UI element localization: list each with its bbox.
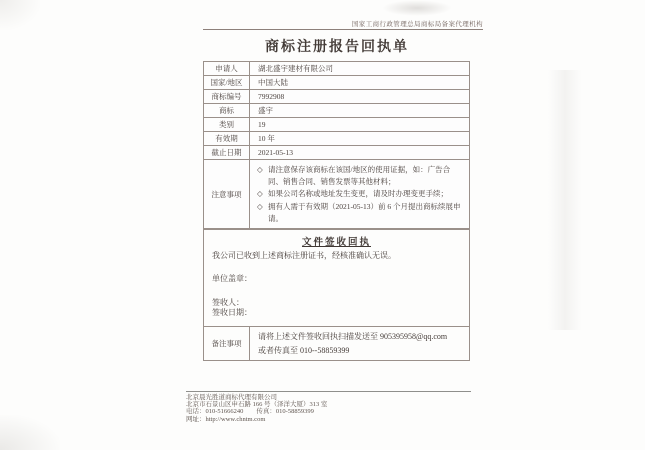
note-text: 拥有人需于有效期（2021-05-13）前 6 个月提出商标续展申请。 [268, 201, 461, 223]
agency-registration-note: 国家工商行政管理总局商标局备案代理机构 [351, 21, 483, 28]
row-label: 截止日期 [204, 146, 250, 159]
agency-contact: 电话：010-51666240 传真：010-58859399 [186, 408, 314, 416]
row-label: 类别 [204, 118, 250, 131]
table-row-notes [204, 160, 469, 229]
row-label: 有效期 [204, 132, 250, 145]
row-label: 申请人 [204, 62, 250, 75]
note-text: 如果公司名称或地址发生变更，请及时办理变更手续； [268, 189, 448, 199]
page-title: 商标注册报告回执单 [265, 40, 409, 55]
table-row-applicant [204, 62, 469, 76]
diamond-bullet-icon: ◇ [257, 165, 263, 174]
note-item [257, 188, 463, 200]
note-item [257, 164, 463, 188]
row-value: 19 [258, 120, 266, 129]
table-row-country [204, 76, 469, 90]
row-value: 7992908 [258, 92, 285, 101]
remark-label: 备注事项 [204, 327, 250, 360]
note-text: 请注意保存该商标在该国/地区的使用证据，如：广告合同、销售合同、销售发票等其他材料； [268, 165, 451, 187]
scan-smudge [0, 415, 60, 450]
row-label: 国家/地区 [204, 76, 250, 89]
note-item [257, 201, 463, 225]
signer-label: 签收人： [212, 298, 244, 307]
row-value: 10 年 [258, 134, 275, 143]
receipt-statement: 我公司已收到上述商标注册证书，经核准确认无误。 [212, 251, 396, 260]
row-label: 注意事项 [204, 160, 250, 229]
table-row-trademark-name [204, 104, 469, 118]
scan-smudge [382, 0, 452, 16]
row-value: 湖北盛宇建材有限公司 [258, 64, 333, 73]
agency-footer [186, 391, 471, 423]
sign-date-label: 签收日期： [212, 308, 252, 317]
agency-address: 北京市石景山区申石路 166 号（泽洋大厦）313 室 [186, 401, 328, 409]
trademark-info-table [203, 61, 470, 230]
scan-smudge [548, 70, 582, 330]
table-row-class [204, 118, 469, 132]
document-receipt-box [203, 228, 470, 361]
table-row-trademark-number [204, 90, 469, 104]
remark-content [250, 327, 469, 360]
notes-content [250, 160, 469, 229]
row-label: 商标 [204, 104, 250, 117]
receipt-main-section [204, 229, 469, 327]
scan-smudge [0, 0, 40, 30]
row-value: 2021-05-13 [258, 148, 293, 157]
row-value: 盛宇 [258, 106, 273, 115]
remark-line-fax: 或者传真至 010--58859399 [258, 346, 350, 356]
diamond-bullet-icon: ◇ [257, 189, 263, 199]
remark-row [204, 327, 469, 360]
agency-company-name: 北京晨光胜道商标代理有限公司 [186, 394, 277, 401]
table-row-deadline [204, 146, 469, 160]
table-row-validity [204, 132, 469, 146]
company-stamp-label: 单位盖章： [212, 274, 252, 283]
header-rule [203, 29, 483, 30]
diamond-bullet-icon: ◇ [257, 201, 263, 211]
receipt-title: 文件签收回执 [301, 238, 371, 248]
agency-website: 网址：http://www.chntm.com [186, 415, 266, 423]
row-value: 中国大陆 [258, 78, 288, 87]
remark-line-email: 请将上述文件签收回执扫描发送至 905395958@qq.com [258, 331, 448, 341]
row-label: 商标编号 [204, 90, 250, 103]
